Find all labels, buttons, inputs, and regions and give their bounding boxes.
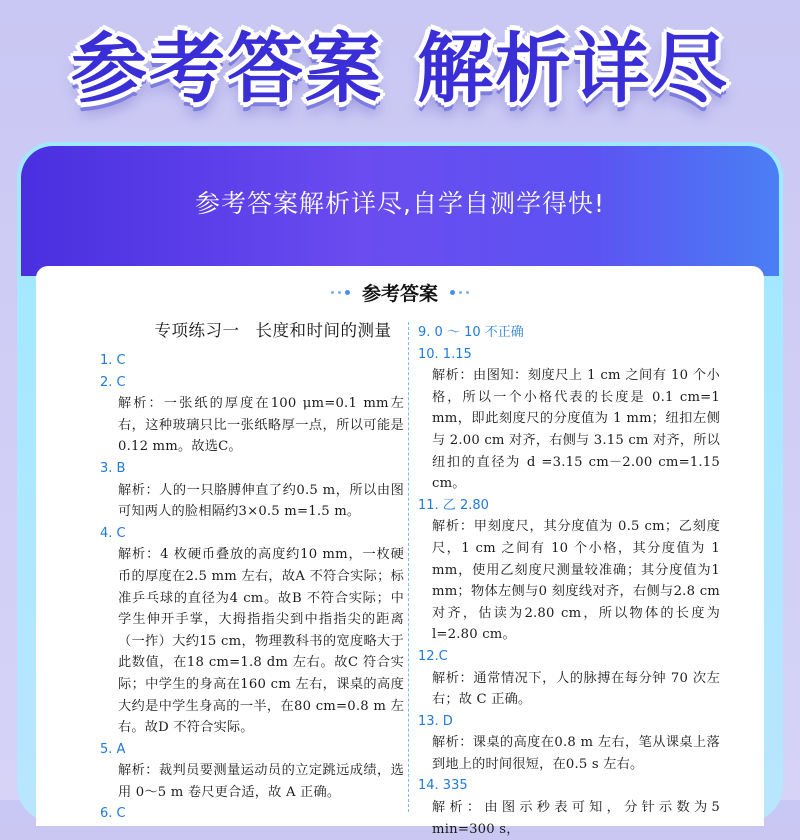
answer-explanation: 解析：由图示秒表可知，分针示数为5 min=300 s，	[432, 800, 720, 837]
answer-item-11	[418, 495, 720, 646]
section-title-part1: 专项练习一	[154, 321, 240, 340]
answer-number: 13. D	[418, 713, 453, 729]
answer-item-2	[100, 372, 404, 458]
answer-explanation: 解析：4 枚硬币叠放的高度约10 mm，一枚硬币的厚度在2.5 mm 左右，故A 不符合实际；标准乒乓球的直径为4 cm。故B 不符合实际；中学生伸开手掌，大拇指指尖到中指指尖的距离（一拃）大约15 cm，物理教科书的宽度略大于此数值，在18 cm=1.8 dm 左右。故C 符合实际；中学生的身高在160 cm 左右，课桌的高度大约是中学生身高的一半，在80 cm=0.8 m 左右。故D 不符合实际。	[118, 547, 404, 736]
answer-explanation: 解析：裁判员要测量运动员的立定跳远成绩，选用 0～5 m 卷尺更合适，故 A 正确。	[118, 763, 404, 800]
section-title	[100, 318, 404, 344]
answer-number: 1. C	[100, 353, 126, 368]
answer-number: 14. 335	[418, 778, 468, 794]
answer-item-13	[418, 711, 720, 776]
answer-explanation: 解析：课桌的高度在0.8 m 左右，笔从课桌上落到地上的时间很短，在0.5 s 左右。	[432, 735, 720, 772]
answer-number: 12.C	[418, 648, 448, 664]
answer-item-12	[418, 646, 720, 711]
dots-decoration-right	[450, 290, 469, 295]
answer-item-10	[418, 344, 720, 495]
answer-explanation: 解析：人的一只胳膊伸直了约0.5 m，所以由图可知两人的脸相隔约3×0.5 m=1.5 m。	[118, 482, 404, 520]
headline-part2: 解析详尽	[417, 24, 729, 113]
answer-item-1	[100, 350, 404, 372]
answer-item-9	[418, 322, 720, 344]
answer-item-4	[100, 523, 404, 739]
paper-title: 参考答案	[361, 282, 438, 305]
answer-number: 11. 乙 2.80	[418, 497, 489, 513]
answer-number: 3. B	[100, 460, 126, 476]
answer-number: 6. C	[100, 806, 126, 822]
answer-number: 5. A	[100, 741, 126, 757]
headline-part1: 参考答案	[71, 24, 383, 113]
answer-number: 2. C	[100, 374, 126, 390]
paper-title-row	[36, 274, 764, 310]
dots-decoration-left	[331, 290, 350, 295]
answer-item-5	[100, 739, 404, 804]
column-divider	[408, 322, 409, 812]
answer-item-14	[418, 775, 720, 840]
answer-number: 9. 0 ～ 10 不正确	[418, 325, 524, 340]
right-column	[418, 322, 720, 840]
headline	[0, 14, 800, 134]
answer-explanation: 解析：由图知：刻度尺上 1 cm 之间有 10 个小格，所以一个小格代表的长度是 0.1 cm=1 mm，即此刻度尺的分度值为 1 mm；纽扣左侧与 2.00 cm 对齐，右侧与 3.15 cm 对齐，所以纽扣的直径为 d =3.15 cm－2.00 cm=1.15 cm。	[432, 368, 720, 492]
answer-explanation: 解析：甲刻度尺，其分度值为 0.5 cm；乙刻度尺，1 cm 之间有 10 个小格，其分度值为 1 mm，使用乙刻度尺测量较准确；其分度值为1 mm；物体左侧与0 刻度线对齐，右侧与2.8 cm 对齐，估读为2.80 cm，所以物体的长度为 l=2.80 cm。	[432, 519, 720, 643]
answer-number: 10. 1.15	[418, 346, 472, 362]
subtitle: 参考答案解析详尽,自学自测学得快!	[195, 189, 605, 218]
answer-number: 4. C	[100, 525, 126, 541]
answer-item-6	[100, 803, 404, 825]
answer-explanation: 解析：一张纸的厚度在100 μm=0.1 mm左右，这种玻璃只比一张纸略厚一点，所以可能是0.12 mm。故选C。	[118, 396, 404, 455]
answer-item-3	[100, 458, 404, 523]
answer-explanation: 解析：通常情况下，人的脉搏在每分钟 70 次左右；故 C 正确。	[432, 670, 720, 708]
section-title-part2: 长度和时间的测量	[255, 321, 392, 340]
left-column	[100, 318, 404, 825]
